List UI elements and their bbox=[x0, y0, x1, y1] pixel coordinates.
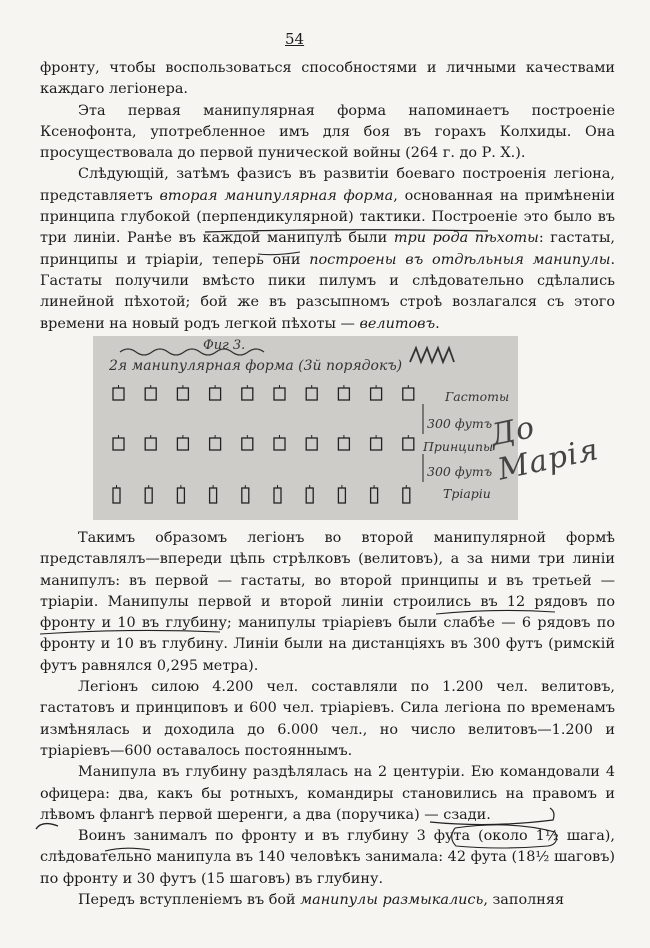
italic-run: вторая манипулярная форма bbox=[159, 187, 394, 204]
triarii-manipule bbox=[403, 488, 410, 503]
paragraph bbox=[40, 58, 615, 101]
paragraph bbox=[40, 890, 615, 911]
triarii-manipule bbox=[274, 488, 281, 503]
principes-manipule bbox=[274, 438, 285, 450]
triarii-manipule bbox=[177, 488, 184, 503]
text-run: Легіонъ силою 4.200 чел. составляли по 1.200 чел. велитовъ, гастатовъ и принциповъ и 600 чел. тріаріевъ. Сила легіона по временамъ измѣнялась и доходила до 6.000 чел., но число велитовъ—1.200 и тріаріевъ—600 оставалось постояннымъ. bbox=[40, 679, 615, 759]
label-distance-1: 300 футъ bbox=[427, 416, 493, 431]
hastati-manipule bbox=[113, 388, 124, 400]
label-triarii: Тріаріи bbox=[443, 486, 491, 501]
hastati-manipule bbox=[403, 388, 414, 400]
triarii-manipule bbox=[338, 488, 345, 503]
text-run: . bbox=[435, 315, 440, 332]
text-run: Эта первая манипулярная форма напоминаетъ построеніе Ксенофонта, употребленное имъ для боя въ горахъ Колхиды. Она просуществовала до первой пунической войны (264 г. до Р. Х.). bbox=[40, 102, 615, 162]
hastati-manipule bbox=[306, 388, 317, 400]
triarii-manipule bbox=[145, 488, 152, 503]
paragraph bbox=[40, 826, 615, 890]
text-run: Воинъ занималъ по фронту и въ глубину 3 фута (около 1½ шага), слѣдовательно манипула въ 140 человѣкъ занимала: 42 фута (18½ шаговъ) по фронту и 30 футъ (15 шаговъ) въ глубину. bbox=[40, 828, 615, 887]
principes-manipule bbox=[113, 438, 124, 450]
label-hastati: Гастоты bbox=[445, 389, 510, 404]
figure-number: Фиг 3. bbox=[203, 338, 246, 353]
text-run: Слѣдующій, затѣмъ фазисъ въ развитіи боеваго построенія легіона, представляетъ bbox=[40, 166, 615, 204]
label-principes: Принципы bbox=[423, 439, 494, 454]
triarii-manipule bbox=[306, 488, 313, 503]
principes-manipule bbox=[210, 438, 221, 450]
principes-manipule bbox=[371, 438, 382, 450]
text-run: фронту, чтобы воспользоваться способностями и личными качествами каждаго легіонера. bbox=[40, 60, 615, 98]
text-run: : гастаты, принципы и тріаріи, теперь они bbox=[40, 230, 616, 268]
label-distance-2: 300 футъ bbox=[427, 464, 493, 479]
text-run: Такимъ образомъ легіонъ во второй манипулярной формѣ представлялъ—впереди цѣпь стрѣлковъ (велитовъ), а за ними три линіи манипулъ: въ первой — гастаты, во второй принципы и въ третьей — тріаріи. Манипулы первой и второй линіи строились въ 12 рядовъ по фронту и 10 въ глубину; манипулы тріаріевъ были слабѣе — 6 рядовъ по фронту и 10 въ глубину. Линіи были на дистанціяхъ въ 300 футъ (римскій футъ равнялся 0,295 метра). bbox=[40, 530, 615, 674]
text-run: , заполняя bbox=[483, 892, 565, 909]
principes-manipule bbox=[338, 438, 349, 450]
italic-run: построены въ отдѣльныя манипулы bbox=[309, 251, 611, 268]
handwritten-margin-note: До Марія bbox=[487, 409, 603, 488]
italic-run: манипулы размыкались bbox=[300, 892, 484, 909]
italic-run: три рода пѣхоты bbox=[393, 230, 539, 247]
paragraph bbox=[40, 164, 615, 334]
triarii-manipule bbox=[113, 488, 120, 503]
hastati-manipule bbox=[371, 388, 382, 400]
figure-3 bbox=[93, 336, 518, 520]
paragraph bbox=[40, 528, 615, 677]
paragraph bbox=[40, 101, 615, 165]
text-block-bottom bbox=[40, 528, 615, 911]
hastati-manipule bbox=[242, 388, 253, 400]
principes-manipule bbox=[403, 438, 414, 450]
principes-manipule bbox=[177, 438, 188, 450]
principes-manipule bbox=[145, 438, 156, 450]
hastati-manipule bbox=[145, 388, 156, 400]
figure-title: 2я манипулярная форма (3й порядокъ) bbox=[109, 358, 403, 374]
principes-manipule bbox=[306, 438, 317, 450]
principes-manipule bbox=[242, 438, 253, 450]
text-run: Манипула въ глубину раздѣлялась на 2 центуріи. Ею командовали 4 офицера: два, какъ бы ротныхъ, командиры становились на правомъ и лѣвомъ флангѣ первой шеренги, а два (поручика) — сзади. bbox=[40, 764, 615, 823]
hastati-manipule bbox=[210, 388, 221, 400]
hastati-manipule bbox=[338, 388, 349, 400]
triarii-manipule bbox=[242, 488, 249, 503]
hastati-manipule bbox=[274, 388, 285, 400]
hastati-manipule bbox=[177, 388, 188, 400]
paragraph bbox=[40, 677, 615, 762]
text-run: Передъ вступленіемъ въ бой bbox=[78, 892, 301, 909]
page-number: 54 bbox=[285, 30, 305, 48]
triarii-manipule bbox=[371, 488, 378, 503]
triarii-manipule bbox=[210, 488, 217, 503]
text-run: , основанная на примѣненіи принципа глубокой (перпендикулярной) тактики. Построеніе это было въ три линіи. Ранѣе въ каждой манипулѣ были bbox=[40, 187, 616, 247]
paragraph bbox=[40, 762, 615, 826]
italic-run: велитовъ bbox=[359, 315, 436, 332]
text-run: . Гастаты получили вмѣсто пики пилумъ и слѣдовательно сдѣлались линейной пѣхотой; бой же въ разсыпномъ строѣ возлагался съ этого времени на новый родъ легкой пѣхоты — bbox=[40, 251, 616, 332]
text-block-top bbox=[40, 58, 615, 335]
